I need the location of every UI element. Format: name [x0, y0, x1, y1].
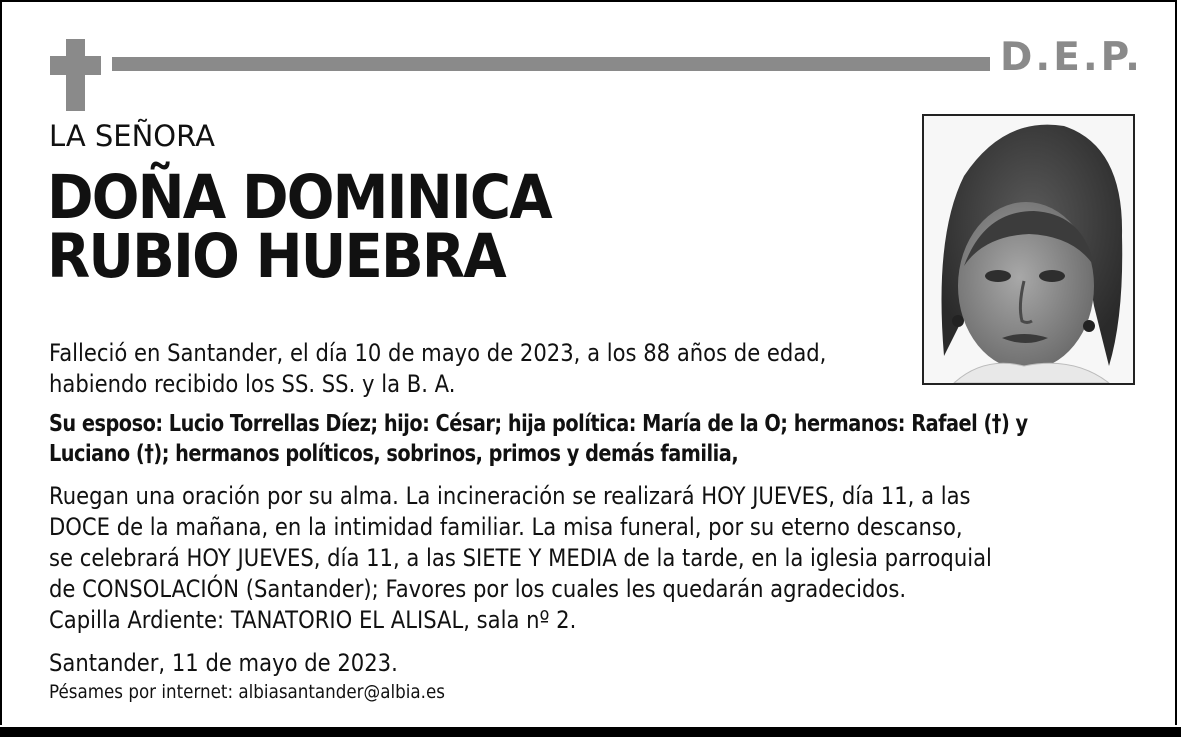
- honorific-prefix: LA SEÑORA: [49, 119, 215, 153]
- ceremony-line: Ruegan una oración por su alma. La incineración se realizará HOY JUEVES, día 11, a las: [49, 482, 971, 510]
- cross-icon: [50, 39, 101, 111]
- deceased-name-line2: RUBIO HUEBRA: [47, 221, 505, 292]
- deceased-name-line1: DOÑA DOMINICA: [47, 162, 551, 233]
- condolences: [49, 680, 577, 704]
- header-rule: [112, 57, 990, 71]
- dep-badge: D.E.P.: [1000, 35, 1143, 80]
- ceremony-line: de CONSOLACIÓN (Santander); Favores por los cuales les quedarán agradecidos.: [49, 575, 907, 603]
- place-date-text: Santander, 11 de mayo de 2023.: [49, 649, 398, 677]
- place-date: [49, 648, 1026, 679]
- death-notice: [49, 338, 1026, 400]
- family-line: Su esposo: Lucio Torrellas Díez; hijo: César; hija política: María de la O; hermanos: Rafael (†) y: [49, 411, 1028, 437]
- ceremony-line: Capilla Ardiente: TANATORIO EL ALISAL, sala nº 2.: [49, 606, 577, 634]
- family-line: Luciano (†); hermanos políticos, sobrinos, primos y demás familia,: [49, 441, 739, 467]
- condolences-email[interactable]: albiasantander@albia.es: [238, 681, 445, 703]
- family-list: [49, 409, 1032, 469]
- bottom-rule: [0, 727, 1181, 737]
- death-notice-line: Falleció en Santander, el día 10 de mayo de 2023, a los 88 años de edad,: [49, 339, 827, 367]
- condolences-label: Pésames por internet:: [49, 681, 239, 703]
- ceremony-details: [49, 481, 1026, 636]
- ceremony-line: se celebrará HOY JUEVES, día 11, a las SIETE Y MEDIA de la tarde, en la iglesia parroquial: [49, 544, 992, 572]
- deceased-name: [47, 162, 820, 292]
- death-notice-line: habiendo recibido los SS. SS. y la B. A.: [49, 370, 456, 398]
- ceremony-line: DOCE de la mañana, en la intimidad familiar. La misa funeral, por su eterno descanso,: [49, 513, 963, 541]
